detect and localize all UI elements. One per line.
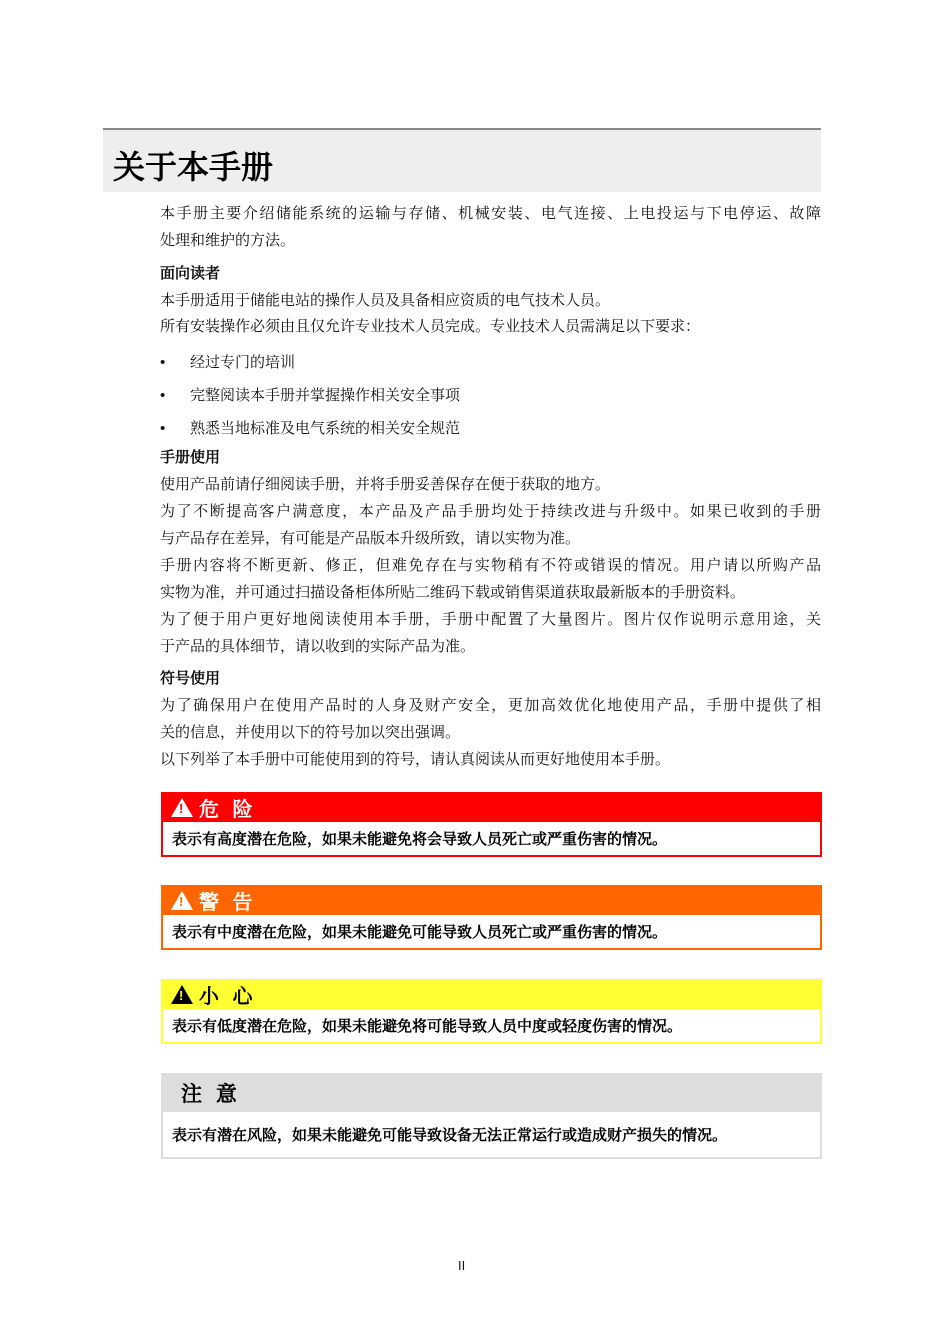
usage-line: 于产品的具体细节，请以收到的实际产品为准。	[160, 638, 476, 655]
readers-line: 本手册适用于储能电站的操作人员及具备相应资质的电气技术人员。	[160, 292, 611, 309]
bullet-text: 熟悉当地标准及电气系统的相关安全规范	[190, 420, 461, 437]
usage-line: 为了不断提高客户满意度，本产品及产品手册均处于持续改进与升级中。如果已收到的手册	[160, 503, 821, 520]
readers-line: 所有安装操作必须由且仅允许专业技术人员完成。专业技术人员需满足以下要求：	[160, 318, 701, 335]
usage-line: 实物为准，并可通过扫描设备柜体所贴二维码下载或销售渠道获取最新版本的手册资料。	[160, 584, 746, 601]
bullet-text: 完整阅读本手册并掌握操作相关安全事项	[190, 387, 461, 404]
document-page: 关于本手册 本手册主要介绍储能系统的运输与存储、机械安装、电气连接、上电投运与下电停运、故障 处理和维护的方法。 面向读者 本手册适用于储能电站的操作人员及具备相应资质的电气技术人员。 所有安装操作必须由且仅允许专业技术人员完成。专业技术人员需满足以下要求： • 经过专门的培训 • 完整阅读本手册并掌握操作相关安全事项 • 熟悉当地标准及电气系统的相关安全规范 手册使用 使用产品前请仔细阅读手册，并将手册妥善保存在便于获取的地方。 为了不断提高客户满意度，本产品及产品手册均处于持续改进与升级中。如果已收到的手册 与产品存在差异，有可能是产品版本升级所致，请以实物为准。 手册内容将不断更新、修正，但难免存在与实物稍有不符或错误的情况。用户请以所购产品 实物为准，并可通过扫描设备柜体所贴二维码下载或销售渠道获取最新版本的手册资料。 为了便于用户更好地阅读使用本手册，手册中配置了大量图片。图片仅作说明示意用途，关 于产品的具体细节，请以收到的实际产品为准。 符号使用 为了确保用户在使用产品时的人身及财产安全，更加高效优化地使用产品，手册中提供了相 关的信息，并使用以下的符号加以突出强调。 以下列举了本手册中可能使用到的符号，请认真阅读从而更好地使用本手册。 ! 危 险 表示有高度潜在危险，如果未能避免将会导致人员死亡或严重伤害的情况。 ! 警 告 表示有中度潜在危险，如果未能避免可能导致人员死亡或严重伤害的情况。 ! 小 心 表示有低度潜在危险，如果未能避免将可能导致人员中度或轻度伤害的情况。 注 意 表示有潜在风险，如果未能避免可能导致设备无法正常运行或造成财产损失的情况。 II	[0, 0, 950, 1343]
intro-line: 处理和维护的方法。	[160, 232, 296, 249]
usage-line: 使用产品前请仔细阅读手册，并将手册妥善保存在便于获取的地方。	[160, 476, 611, 493]
notice-label: 注 意	[181, 1082, 241, 1106]
usage-line: 为了便于用户更好地阅读使用本手册，手册中配置了大量图片。图片仅作说明示意用途，关	[160, 611, 821, 628]
warning-triangle-icon	[171, 985, 193, 1004]
usage-line: 与产品存在差异，有可能是产品版本升级所致，请以实物为准。	[160, 530, 581, 547]
danger-notice	[161, 792, 822, 857]
section-heading-symbols: 符号使用	[160, 670, 221, 687]
symbols-line: 以下列举了本手册中可能使用到的符号，请认真阅读从而更好地使用本手册。	[160, 751, 671, 768]
title-bar	[103, 128, 821, 192]
note-notice	[161, 1073, 822, 1159]
symbols-line: 为了确保用户在使用产品时的人身及财产安全，更加高效优化地使用产品，手册中提供了相	[160, 697, 821, 714]
notice-label: 警 告	[199, 891, 257, 914]
section-heading-readers: 面向读者	[160, 265, 221, 282]
bullet-text: 经过专门的培训	[190, 354, 296, 371]
notice-text: 表示有潜在风险，如果未能避免可能导致设备无法正常运行或造成财产损失的情况。	[163, 1112, 820, 1157]
notice-text: 表示有中度潜在危险，如果未能避免可能导致人员死亡或严重伤害的情况。	[163, 915, 820, 948]
usage-line: 手册内容将不断更新、修正，但难免存在与实物稍有不符或错误的情况。用户请以所购产品	[160, 557, 821, 574]
page-number: II	[458, 1258, 466, 1273]
page-title: 关于本手册	[113, 149, 274, 185]
notice-text: 表示有低度潜在危险，如果未能避免将可能导致人员中度或轻度伤害的情况。	[163, 1009, 820, 1042]
warning-notice	[161, 885, 822, 950]
caution-notice	[161, 979, 822, 1044]
symbols-line: 关的信息，并使用以下的符号加以突出强调。	[160, 724, 461, 741]
intro-line: 本手册主要介绍储能系统的运输与存储、机械安装、电气连接、上电投运与下电停运、故障	[160, 205, 821, 222]
notice-text: 表示有高度潜在危险，如果未能避免将会导致人员死亡或严重伤害的情况。	[163, 822, 820, 855]
notice-label: 小 心	[199, 985, 257, 1008]
warning-triangle-icon	[171, 891, 193, 910]
warning-triangle-icon	[171, 798, 193, 817]
section-heading-usage: 手册使用	[160, 449, 221, 466]
notice-label: 危 险	[199, 798, 257, 821]
